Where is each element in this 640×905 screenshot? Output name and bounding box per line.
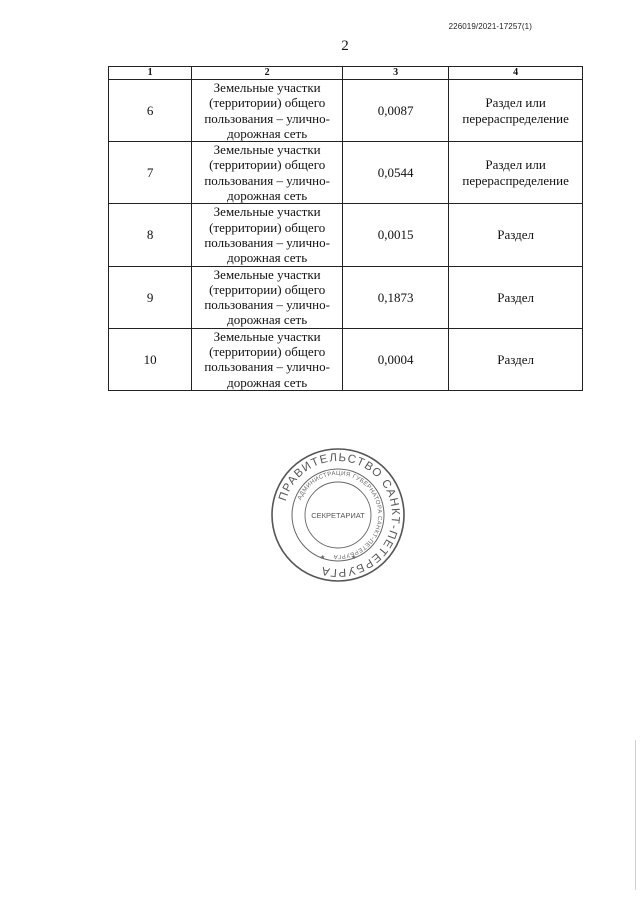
row-number-cell: 10 [109,328,192,390]
description-cell: Земельные участки (территории) общего пользования – улично-дорожная сеть [192,80,343,142]
description-cell: Земельные участки (территории) общего пользования – улично-дорожная сеть [192,142,343,204]
method-cell: Раздел или перераспределение [449,80,583,142]
column-header-3: 3 [343,67,449,80]
document-id: 226019/2021-17257(1) [448,22,532,31]
area-cell: 0,0004 [343,328,449,390]
table-header-row [109,67,583,80]
table-row [109,266,583,328]
method-cell: Раздел [449,328,583,390]
method-cell: Раздел [449,204,583,266]
description-cell: Земельные участки (территории) общего пользования – улично-дорожная сеть [192,266,343,328]
table-row [109,328,583,390]
column-header-4: 4 [449,67,583,80]
row-number-cell: 9 [109,266,192,328]
stamp-center-text: СЕКРЕТАРИАТ [311,511,365,520]
stamp-star-icon: ★ [351,555,357,561]
method-cell: Раздел или перераспределение [449,142,583,204]
row-number-cell: 7 [109,142,192,204]
table-row [109,204,583,266]
row-number-cell: 8 [109,204,192,266]
description-cell: Земельные участки (территории) общего пользования – улично-дорожная сеть [192,328,343,390]
description-cell: Земельные участки (территории) общего пользования – улично-дорожная сеть [192,204,343,266]
area-cell: 0,1873 [343,266,449,328]
table-row [109,80,583,142]
column-header-1: 1 [109,67,192,80]
area-cell: 0,0087 [343,80,449,142]
scan-edge-line [635,740,636,890]
stamp-outer-text: ПРАВИТЕЛЬСТВО САНКТ-ПЕТЕРБУРГА [276,451,402,579]
stamp-star-icon: ★ [320,555,326,561]
method-cell: Раздел [449,266,583,328]
row-number-cell: 6 [109,80,192,142]
official-seal-stamp [270,447,406,583]
area-cell: 0,0015 [343,204,449,266]
table-row [109,142,583,204]
land-plots-table [108,66,583,391]
area-cell: 0,0544 [343,142,449,204]
page-number: 2 [341,38,349,54]
stamp-inner-text: АДМИНИСТРАЦИЯ ГУБЕРНАТОРА САНКТ-ПЕТЕРБУРГА [297,470,383,560]
column-header-2: 2 [192,67,343,80]
